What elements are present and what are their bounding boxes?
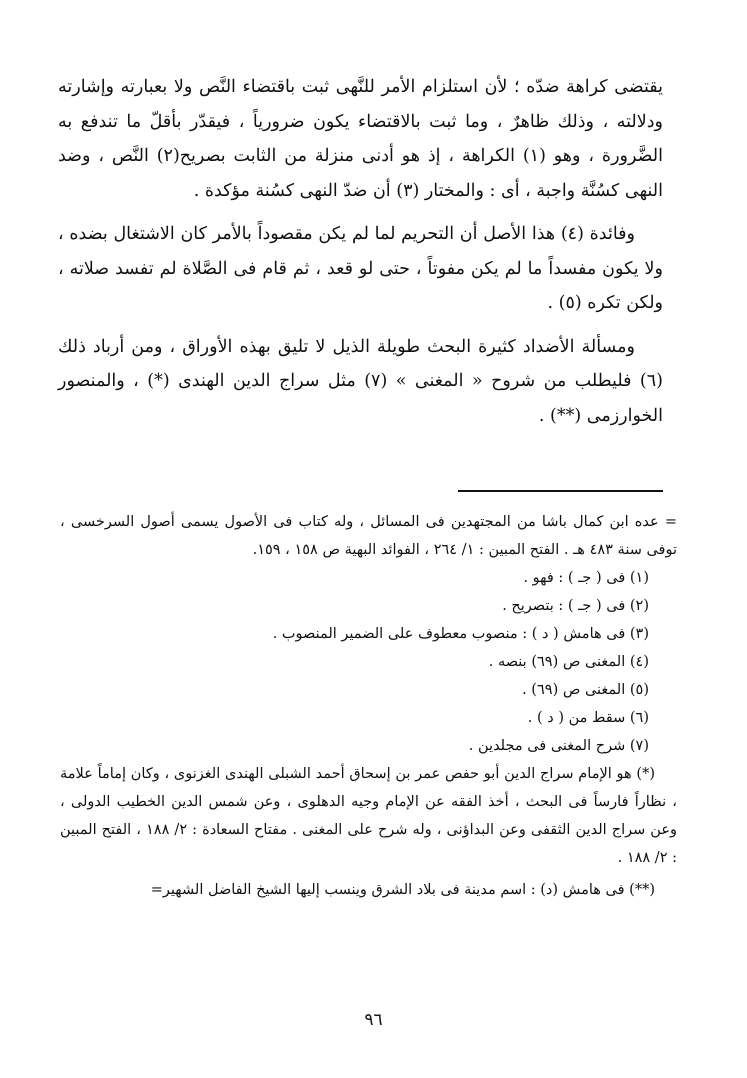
footnote-1: (١) فى ( جـ ) : فهو . bbox=[523, 570, 649, 586]
page-number: ٩٦ bbox=[364, 1010, 383, 1030]
footnote-2: (٢) فى ( جـ ) : بتصريح . bbox=[502, 598, 649, 614]
main-text bbox=[58, 70, 663, 433]
paragraph-1: يقتضى كراهة ضدّه ؛ لأن استلزام الأمر للنَّهى ثبت باقتضاء النَّص ولا بعبارته وإشارته ودلالته ، وذلك ظاهرٌ ، وما ثبت بالاقتضاء يكون ضرورياً ، فيقدّر بأقلّ ما تندفع به الضَّرورة ، وهو (١) الكراهة ، إذ هو أدنى منزلة من الثابت بصريح(٢) النَّص ، وضد النهى كسُنَّة واجبة ، أى : والمختار (٣) أن ضدّ النهى كسُنة مؤكدة . bbox=[58, 77, 663, 201]
footnote-double-star: (**) فى هامش (د) : اسم مدينة فى بلاد الشرق وينسب إليها الشيخ الفاضل الشهير= bbox=[150, 882, 655, 898]
footnote-star: (*) هو الإمام سراج الدين أبو حفص عمر بن إسحاق أحمد الشبلى الهندى الغزنوى ، وكان إماماً علامة ، نظاراً فارساً فى البحث ، أخذ الفقه عن الإمام وجيه الدهلوى ، وعن شمس الدين الخطيب الدولى ، وعن سراج الدين الثقفى وعن البداؤنى ، وله شرح على المغنى . مفتاح السعادة : ٢/ ١٨٨ ، الفتح المبين : ٢/ ١٨٨ . bbox=[60, 766, 677, 866]
footnote-4: (٤) المغنى ص (٦٩) بنصه . bbox=[488, 654, 649, 670]
paragraph-2: وفائدة (٤) هذا الأصل أن التحريم لما لم يكن مقصوداً بالأمر كان الاشتغال بضده ، ولا يكون مفسداً ما لم يكن مفوتاً ، حتى لو قعد ، ثم قام فى الصَّلاة لم تفسد صلاته ، ولكن تكره (٥) . bbox=[58, 224, 663, 313]
footnote-3: (٣) فى هامش ( د ) : منصوب معطوف على الضمير المنصوب . bbox=[272, 626, 649, 642]
footnote-5: (٥) المغنى ص (٦٩) . bbox=[522, 682, 649, 698]
paragraph-3: ومسألة الأضداد كثيرة البحث طويلة الذيل لا تليق بهذه الأوراق ، ومن أرباد ذلك (٦) فليطلب من شروح « المغنى » (٧) مثل سراج الدين الهندى (*) ، والمنصور الخوارزمى (**) . bbox=[58, 336, 663, 426]
footnotes bbox=[60, 508, 677, 904]
footnote-7: (٧) شرح المغنى فى مجلدين . bbox=[468, 738, 649, 754]
footnote-6: (٦) سقط من ( د ) . bbox=[527, 710, 649, 726]
footnote-separator bbox=[458, 490, 663, 492]
footnote-continued: = عده ابن كمال باشا من المجتهدين فى المسائل ، وله كتاب فى الأصول يسمى أصول السرخسى ، توفى سنة ٤٨٣ هـ . الفتح المبين : ١/ ٢٦٤ ، الفوائد البهية ص ١٥٨ ، ١٥٩. bbox=[60, 514, 677, 558]
